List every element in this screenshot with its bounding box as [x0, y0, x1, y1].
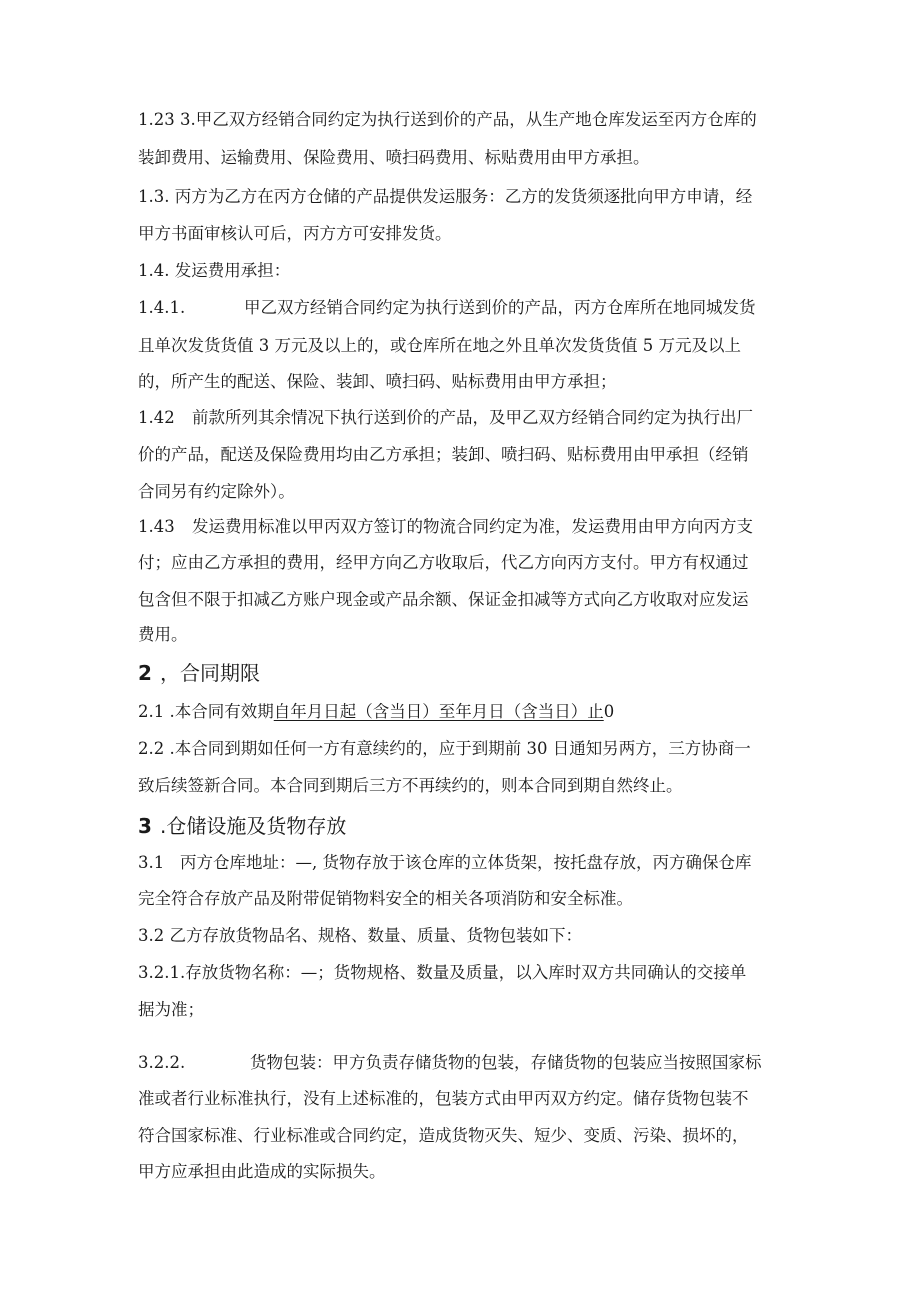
- text-line: 付；应由乙方承担的费用，经甲方向乙方收取后，代乙方向丙方支付。甲方有权通过: [138, 553, 749, 572]
- clause-1-4-1: [138, 298, 756, 318]
- text-line: 3.2 乙方存放货物品名、规格、数量、质量、货物包装如下：: [138, 926, 582, 945]
- clause-text: 甲乙双方经销合同约定为执行送到价的产品，丙方仓库所在地同城发货: [244, 298, 756, 317]
- text-line: 2.2 .本合同到期如任何一方有意续约的，应于到期前 30 日通知另两方，三方协商一: [138, 739, 751, 758]
- clause-text: 2.1 .本合同有效期: [138, 702, 274, 721]
- text-line: 1.3. 丙方为乙方在丙方仓储的产品提供发运服务：乙方的发货须逐批向甲方申请，经: [138, 187, 753, 206]
- text-line: 完全符合存放产品及附带促销物料安全的相关各项消防和安全标准。: [138, 889, 633, 908]
- heading-number: 3: [138, 814, 152, 838]
- text-line: 甲方书面审核认可后，丙方方可安排发货。: [138, 224, 452, 243]
- text-line: 费用。: [138, 625, 188, 644]
- clause-number: 1.43: [138, 517, 175, 536]
- clause-2-1: [138, 702, 614, 722]
- text-line: 合同另有约定除外）。: [138, 482, 295, 501]
- clause-number: 3.2.2.: [138, 1053, 186, 1072]
- clause-number: 1.4.1.: [138, 298, 186, 317]
- clause-text: 丙方仓库地址：—, 货物存放于该仓库的立体货架，按托盘存放，丙方确保仓库: [180, 853, 752, 872]
- text-line: 的，所产生的配送、保险、装卸、喷扫码、贴标费用由甲方承担；: [138, 372, 617, 391]
- text-line: 甲方应承担由此造成的实际损失。: [138, 1162, 386, 1181]
- clause-number: 1.42: [138, 408, 175, 427]
- text-line: 准或者行业标准执行，没有上述标准的，包装方式由甲丙双方约定。储存货物包装不: [138, 1089, 749, 1108]
- heading-text: ，合同期限: [160, 661, 260, 685]
- section-heading-3: [138, 814, 346, 838]
- text-line: 致后续签新合同。本合同到期后三方不再续约的，则本合同到期自然终止。: [138, 776, 683, 795]
- text-line: 符合国家标准、行业标准或合同约定，造成货物灭失、短少、变质、污染、损坏的，: [138, 1126, 749, 1145]
- heading-text: .仓储设施及货物存放: [160, 814, 347, 838]
- clause-text: 0: [603, 702, 615, 721]
- text-line: 价的产品，配送及保险费用均由乙方承担；装卸、喷扫码、贴标费用由甲承担（经销: [138, 445, 749, 464]
- text-line: 3.2.1.存放货物名称：—；货物规格、数量及质量，以入库时双方共同确认的交接单: [138, 963, 747, 982]
- clause-number: 3.1: [138, 853, 165, 872]
- clause-1-42: [138, 408, 753, 428]
- clause-3-1: [138, 853, 752, 873]
- clause-text: 前款所列其余情况下执行送到价的产品，及甲乙双方经销合同约定为执行出厂: [192, 408, 753, 427]
- text-line: 装卸费用、运输费用、保险费用、喷扫码费用、标贴费用由甲方承担。: [138, 148, 650, 167]
- section-heading-2: [138, 661, 260, 685]
- text-line: 包含但不限于扣减乙方账户现金或产品余额、保证金扣减等方式向乙方收取对应发运: [138, 590, 749, 609]
- text-line: 且单次发货货值 3 万元及以上的，或仓库所在地之外且单次发货货值 5 万元及以上: [138, 336, 741, 355]
- clause-text: 发运费用标准以甲丙双方签订的物流合同约定为准，发运费用由甲方向丙方支: [192, 517, 753, 536]
- heading-number: 2: [138, 661, 152, 685]
- term-period: 自年月日起（含当日）至年月日（含当日）止: [273, 702, 604, 721]
- clause-1-43: [138, 517, 753, 537]
- text-line: 1.4. 发运费用承担：: [138, 261, 291, 280]
- clause-text: 货物包装：甲方负责存储货物的包装，存储货物的包装应当按照国家标: [250, 1053, 762, 1072]
- text-line: 据为准；: [138, 1000, 204, 1019]
- clause-3-2-2: [138, 1053, 762, 1073]
- text-line: 1.23 3.甲乙双方经销合同约定为执行送到价的产品，从生产地仓库发运至丙方仓库的: [138, 110, 757, 129]
